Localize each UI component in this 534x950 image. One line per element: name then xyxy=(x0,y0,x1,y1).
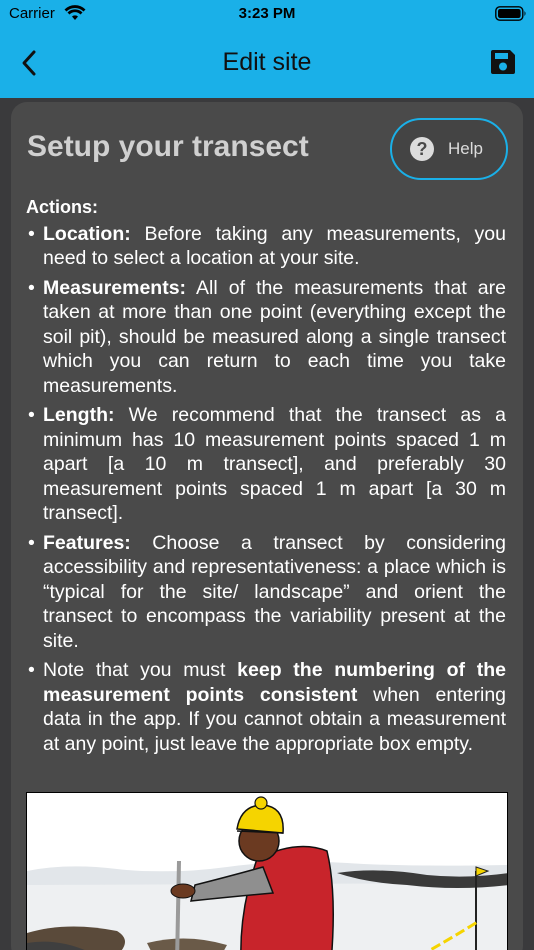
item-heading: Length: xyxy=(43,404,115,426)
list-item-note xyxy=(26,658,506,756)
status-time: 3:23 PM xyxy=(238,5,296,22)
transect-setup-card xyxy=(11,102,523,950)
note-text: Note that you must xyxy=(43,659,238,681)
list-item-features xyxy=(26,531,506,654)
battery-icon xyxy=(495,6,527,21)
transect-illustration xyxy=(26,792,508,950)
question-mark-icon: ? xyxy=(410,137,434,161)
item-heading: Features: xyxy=(43,531,131,554)
actions-label: Actions: xyxy=(26,197,98,217)
item-text: Before taking any measurements, you need to select a location at your site. xyxy=(43,222,506,269)
note-emphasis: keep the numbering of the measurement points consistent xyxy=(43,659,506,706)
illustration-drawing xyxy=(27,793,508,950)
item-text: All of the measurements that are taken at more than one point (everything except the soil pit), should be measured along a single transect which you can return to each time you take measurements. xyxy=(43,276,506,397)
status-bar xyxy=(0,0,534,28)
instructions xyxy=(26,195,506,761)
list-item-length xyxy=(26,403,506,526)
note-text-end: when entering data in the app. If you cannot obtain a measurement at any point, just leave the appropriate box empty. xyxy=(43,683,507,755)
floppy-disk-icon[interactable] xyxy=(489,48,517,76)
actions-list xyxy=(26,222,506,757)
item-heading: Location: xyxy=(43,222,131,245)
help-button[interactable] xyxy=(390,118,508,180)
navigation-bar xyxy=(0,28,534,98)
card-title: Setup your transect xyxy=(27,130,309,163)
list-item-location xyxy=(26,222,506,271)
list-item-measurements xyxy=(26,276,506,399)
help-button-label: Help xyxy=(448,139,483,158)
item-text: We recommend that the transect as a minimum has 10 measurement points spaced 1 m apart [a 10 m transect], and preferably 30 measurement points spaced 1 m apart [a 30 m transect]. xyxy=(43,404,506,524)
item-heading: Measurements: xyxy=(43,276,187,299)
item-text: Choose a transect by considering accessibility and representativeness: a place which is “typical for the site/ landscape” and orient the transect to encompass the variability present at the site. xyxy=(43,531,506,652)
carrier-label: Carrier xyxy=(9,5,55,22)
page-title: Edit site xyxy=(222,48,312,76)
